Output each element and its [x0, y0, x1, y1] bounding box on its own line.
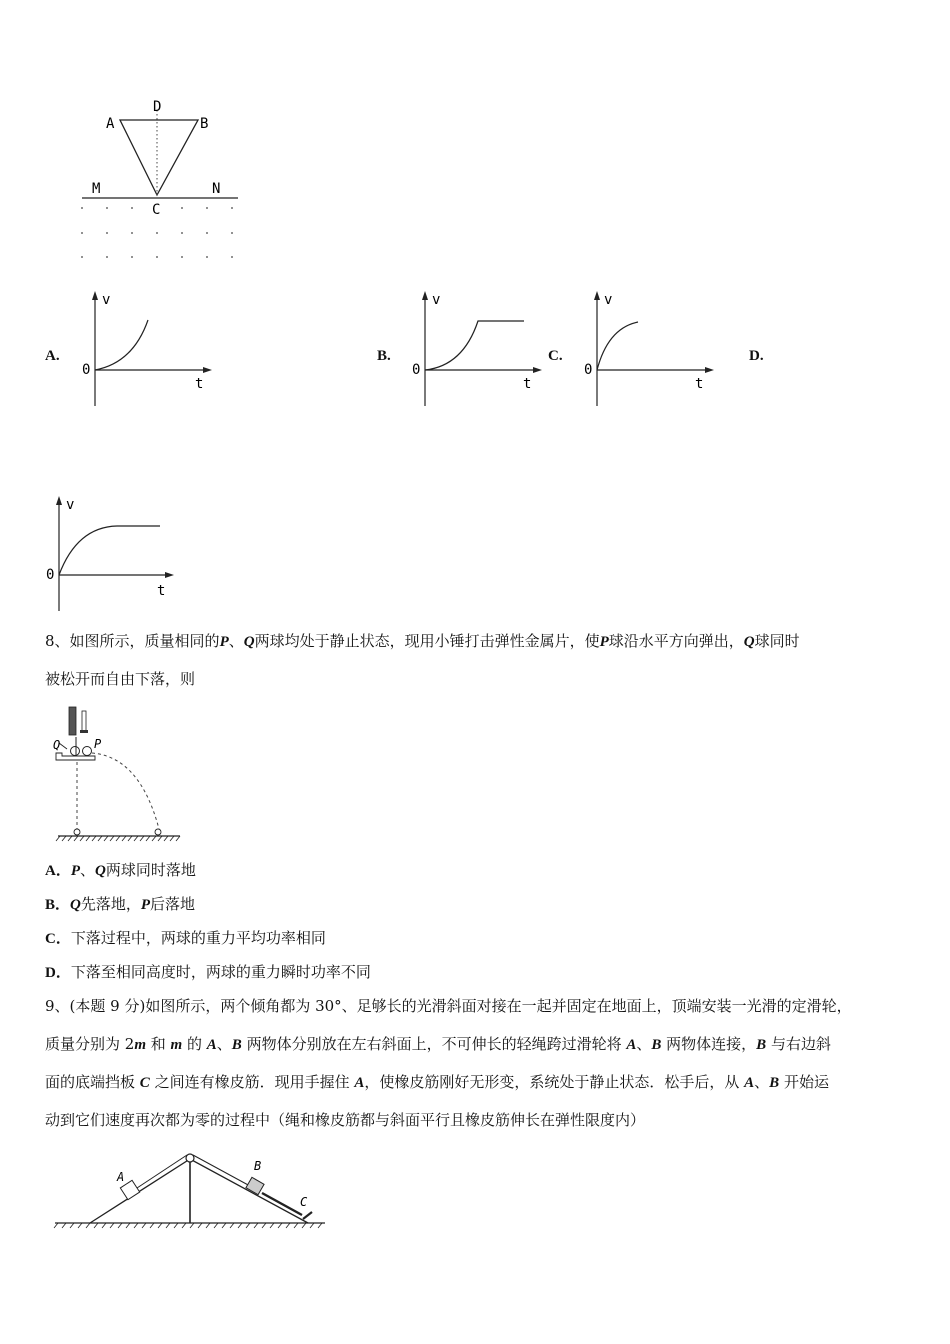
svg-text:0: 0: [584, 362, 593, 378]
q9-stem-line3: 面的底端挡板 C 之间连有橡皮筋．现用手握住 A，使橡皮筋刚好无形变，系统处于静止状态．松手后，从 A、B 开始运: [45, 1073, 829, 1091]
curve-a: [95, 320, 148, 370]
curve-b: [425, 321, 524, 370]
hammer-handle: [69, 707, 76, 735]
curve-c: [597, 322, 638, 370]
graph-option-d: [42, 493, 182, 615]
q8-option-c[interactable]: C．下落过程中，两球的重力平均功率相同: [45, 929, 326, 947]
svg-text:0: 0: [46, 567, 55, 583]
option-c-label: C.: [548, 348, 563, 364]
svg-text:P: P: [94, 737, 102, 751]
svg-text:v: v: [66, 497, 75, 513]
label-n: N: [212, 181, 221, 197]
graph-option-c: [580, 288, 720, 410]
graph-option-a: [78, 288, 218, 410]
ball-p: [83, 747, 92, 756]
label-b: B: [200, 116, 209, 132]
q9-incline-figure: [50, 1148, 335, 1233]
rope-right: [193, 1155, 250, 1186]
q8-hammer-figure: [50, 705, 210, 845]
svg-text:0: 0: [82, 362, 91, 378]
q9-stem-line2: 质量分别为 2m 和 m 的 A、B 两物体分别放在左右斜面上，不可伸长的轻绳跨过滑轮将 A、B 两物体连接，B 与右边斜: [45, 1035, 831, 1053]
option-b-label: B.: [377, 348, 391, 364]
q9-stem-line1: 9、(本题 9 分)如图所示，两个倾角都为 30°、足够长的光滑斜面对接在一起并固定在地面上，顶端安装一光滑的定滑轮，: [45, 997, 852, 1015]
block-b: [246, 1177, 264, 1194]
q8-option-d[interactable]: D．下落至相同高度时，两球的重力瞬时功率不同: [45, 963, 371, 981]
svg-text:0: 0: [412, 362, 421, 378]
p-arc-path: [92, 753, 159, 829]
svg-text:v: v: [102, 292, 111, 308]
svg-text:t: t: [695, 376, 704, 392]
q8-option-a[interactable]: A．P、Q两球同时落地: [45, 861, 196, 879]
label-a: A: [106, 116, 115, 132]
label-d: D: [153, 99, 162, 115]
rope-left: [137, 1155, 187, 1188]
svg-text:t: t: [157, 583, 166, 599]
svg-text:Q: Q: [53, 738, 61, 752]
ball-q: [71, 747, 80, 756]
svg-text:A: A: [117, 1170, 125, 1184]
option-d-label: D.: [749, 348, 764, 364]
label-c: C: [152, 202, 161, 218]
triangle-figure: [70, 95, 250, 270]
curve-d: [59, 526, 160, 575]
rubber-band: [262, 1193, 302, 1215]
graph-option-b: [408, 288, 548, 410]
svg-text:C: C: [300, 1195, 308, 1209]
triangle-abc: [120, 120, 198, 195]
pulley: [186, 1154, 194, 1162]
q8-stem-line2: 被松开而自由下落，则: [45, 670, 196, 688]
svg-text:v: v: [432, 292, 441, 308]
svg-text:t: t: [195, 376, 204, 392]
svg-text:t: t: [523, 376, 532, 392]
label-m: M: [92, 181, 101, 197]
svg-text:v: v: [604, 292, 613, 308]
q8-option-b[interactable]: B．Q先落地，P后落地: [45, 895, 196, 913]
stopper-c: [303, 1212, 312, 1219]
svg-text:B: B: [254, 1159, 262, 1173]
option-a-label: A.: [45, 348, 60, 364]
q8-stem-line1: 8、如图所示，质量相同的P、Q两球均处于静止状态，现用小锤打击弹性金属片，使P球沿水平方向弹出，Q球同时: [45, 632, 800, 650]
q9-stem-line4: 动到它们速度再次都为零的过程中（绳和橡皮筋都与斜面平行且橡皮筋伸长在弹性限度内）: [45, 1111, 646, 1129]
